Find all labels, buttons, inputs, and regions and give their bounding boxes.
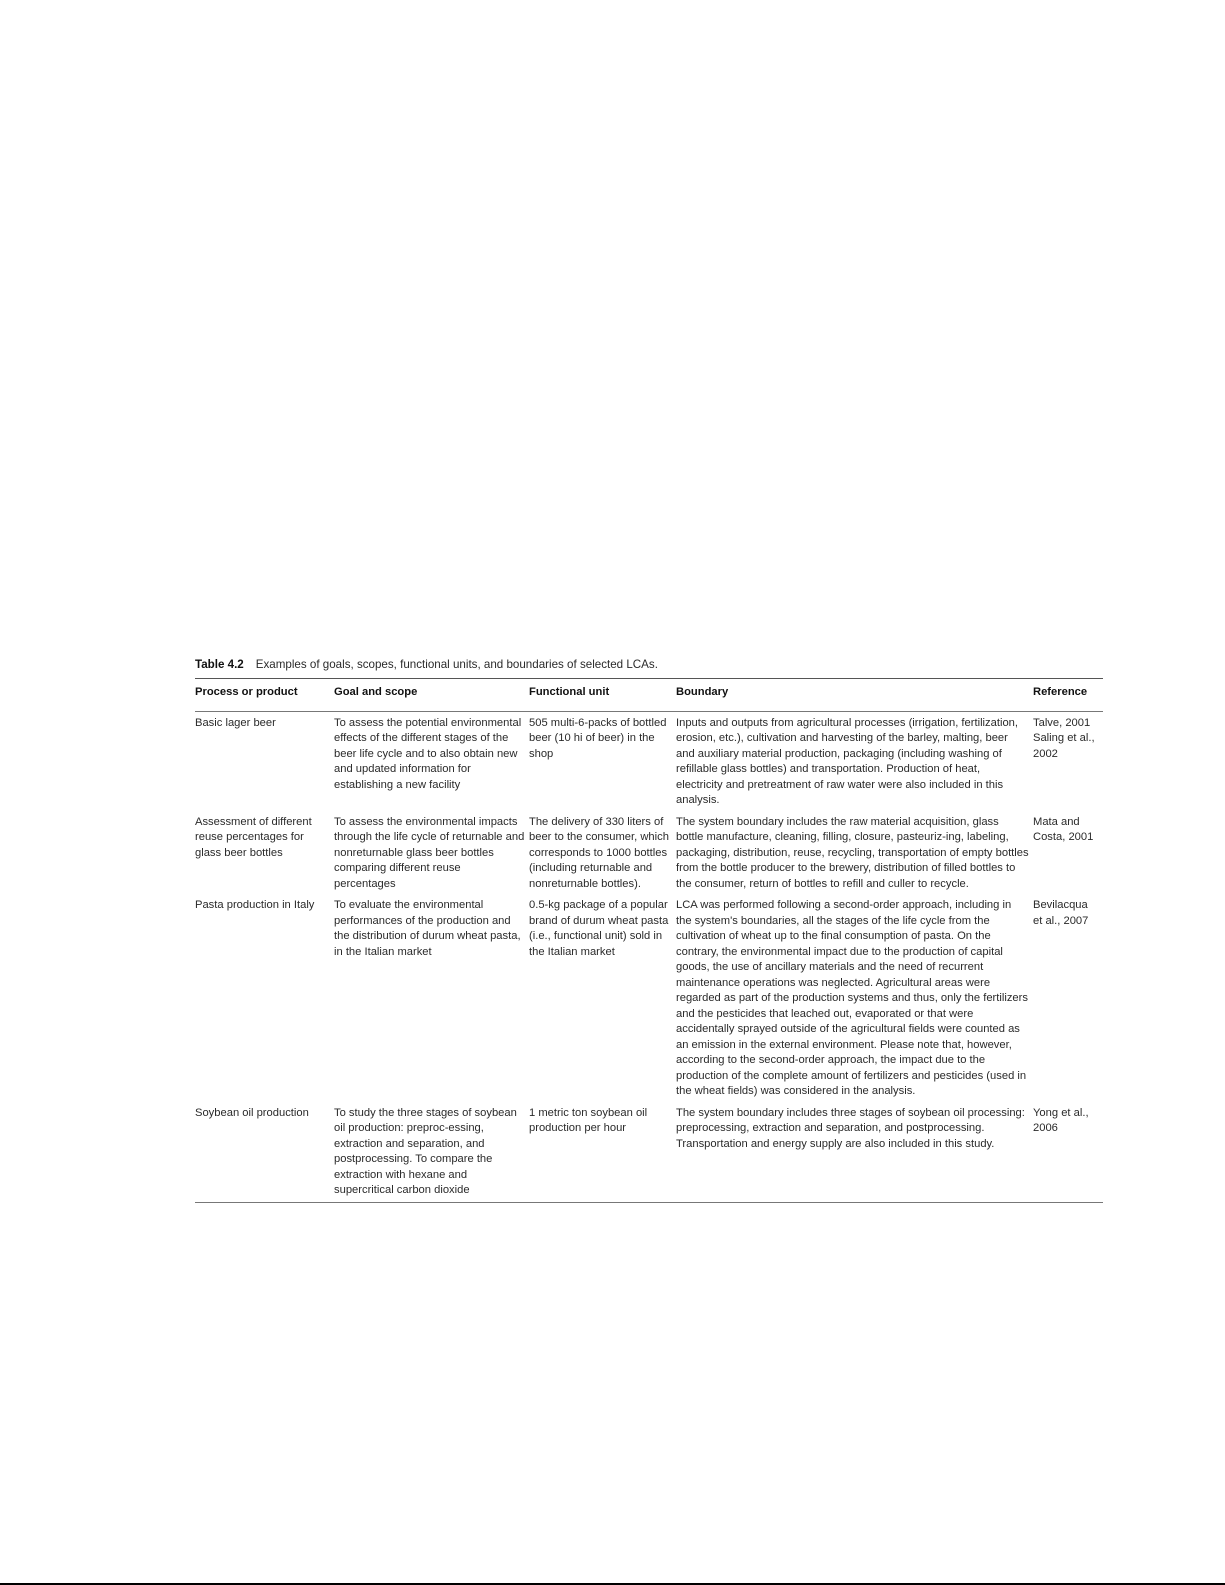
table-body: [195, 711, 1103, 1202]
table-label: Table 4.2: [195, 658, 244, 671]
cell-functional-unit: 505 multi-6-packs of bottled beer (10 hi of beer) in the shop: [529, 716, 667, 760]
cell-process: Assessment of different reuse percentages for glass beer bottles: [195, 815, 312, 859]
table-row: [195, 894, 1103, 1102]
cell-functional-unit: 0.5-kg package of a popular brand of durum wheat pasta (i.e., functional unit) sold in the Italian market: [529, 899, 669, 958]
cell-process: Pasta production in Italy: [195, 899, 315, 911]
cell-process: Soybean oil production: [195, 1106, 309, 1119]
cell-reference: Yong et al., 2006: [1033, 1106, 1089, 1134]
cell-reference: Mata and Costa, 2001: [1033, 815, 1094, 843]
cell-functional-unit: The delivery of 330 liters of beer to the consumer, which corresponds to 1000 bottles (including returnable and nonreturnable bottles).: [529, 815, 669, 890]
table-caption: [195, 657, 1103, 672]
lca-examples-table-block: [195, 657, 1103, 1203]
header-boundary: Boundary: [676, 679, 1033, 712]
table-row: [195, 1102, 1103, 1203]
cell-functional-unit: 1 metric ton soybean oil production per hour: [529, 1106, 648, 1134]
table-header: [195, 679, 1103, 712]
cell-boundary: The system boundary includes three stages of soybean oil processing: preprocessing, extraction and separation, and postprocessing. Transportation and energy supply are also included in this study.: [676, 1106, 1025, 1150]
lca-table: [195, 678, 1103, 1203]
header-process: Process or product: [195, 679, 334, 712]
cell-boundary: Inputs and outputs from agricultural processes (irrigation, fertilization, erosion, etc.), cultivation and harvesting of the barley, malting, beer and auxiliary material production, packaging (including washing of refillable glass bottles) and transportation. Production of heat, electricity and pretreatment of raw water were also included in this analysis.: [676, 716, 1018, 806]
cell-boundary: LCA was performed following a second-order approach, including in the system's boundaries, all the stages of the life cycle from the cultivation of wheat up to the final consumption of pasta. On the contrary, the environmental impact due to the production of capital goods, the use of ancillary materials and the need of recurrent maintenance operations was neglected. Agricultural areas were regarded as part of the production systems and thus, only the fertilizers and the pesticides that leached out, evaporated or that were accidentally sprayed outside of the agricultural fields were counted as an emission in the external environment. Please note that, however, according to the second-order approach, the impact due to the production of the complete amount of fertilizers and pesticides (used in the wheat fields) was considered in the analysis.: [676, 899, 1028, 1097]
table-caption-text: Examples of goals, scopes, functional units, and boundaries of selected LCAs.: [255, 658, 658, 671]
header-goal: Goal and scope: [334, 679, 529, 712]
cell-goal: To assess the potential environmental effects of the different stages of the beer life cycle and to also obtain new and updated information for establishing a new facility: [334, 716, 522, 791]
header-row: [195, 679, 1103, 712]
cell-goal: To assess the environmental impacts through the life cycle of returnable and nonreturnable glass beer bottles comparing different reuse percentages: [334, 815, 525, 890]
header-reference: Reference: [1033, 679, 1103, 712]
header-functional-unit: Functional unit: [529, 679, 676, 712]
table-row: [195, 711, 1103, 811]
cell-goal: To evaluate the environmental performances of the production and the distribution of durum wheat pasta, in the Italian market: [334, 899, 521, 958]
cell-boundary: The system boundary includes the raw material acquisition, glass bottle manufacture, cleaning, filling, closure, pasteuriz-ing, labeling, packaging, distribution, reuse, recycling, transportation of empty bottles from the bottle producer to the brewery, distribution of filled bottles to the consumer, return of bottles to refill and culler to recycle.: [676, 815, 1029, 890]
cell-reference: Talve, 2001 Saling et al., 2002: [1033, 716, 1095, 760]
table-row: [195, 811, 1103, 895]
cell-process: Basic lager beer: [195, 716, 276, 729]
cell-reference: Bevilacqua et al., 2007: [1033, 899, 1089, 927]
cell-goal: To study the three stages of soybean oil production: preproc-essing, extraction and separation, and postprocessing. To compare the extraction with hexane and supercritical carbon dioxide: [334, 1106, 517, 1196]
